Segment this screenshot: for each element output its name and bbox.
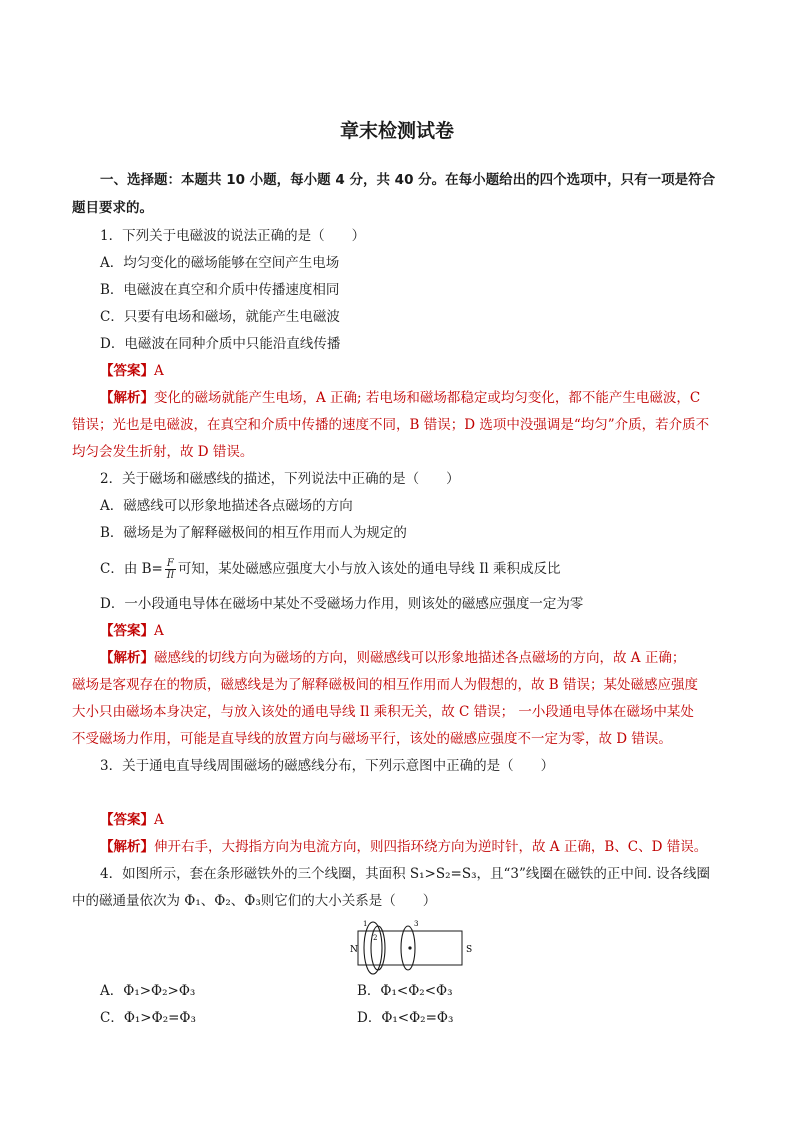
q3-answer-value: A xyxy=(154,812,164,828)
q4-option-c: C．Φ₁>Φ₂=Φ₃ xyxy=(100,1010,196,1026)
q2-explanation-line2: 磁场是客观存在的物质，磁感线是为了解释磁极间的相互作用而人为假想的，故 B 错误；某处磁感应强度 xyxy=(72,677,699,693)
pole-s-label: S xyxy=(466,945,473,955)
q2-option-a: A．磁感线可以形象地描述各点磁场的方向 xyxy=(100,498,353,514)
q1-option-d: D．电磁波在同种介质中只能沿直线传播 xyxy=(100,336,341,352)
q3-answer-tag: 【答案】 xyxy=(100,812,154,828)
q2-explanation-line3: 大小只由磁场本身决定，与放入该处的通电导线 Il 乘积无关，故 C 错误； 一小段通电导体在磁场中某处 xyxy=(72,704,694,720)
q1-explanation-line2: 错误；光也是电磁波，在真空和介质中传播的速度不同，B 错误；D 选项中没强调是“均匀”介质，若介质不 xyxy=(72,417,710,433)
q2-stem: 2．关于磁场和磁感线的描述，下列说法中正确的是（ ） xyxy=(100,471,460,487)
q2-option-b: B．磁场是为了解释磁极间的相互作用而人为规定的 xyxy=(100,525,407,541)
q2-option-c-suffix: 可知，某处磁感应强度大小与放入该处的通电导线 Il 乘积成反比 xyxy=(177,561,561,577)
q1-explanation-line3: 均匀会发生折射，故 D 错误。 xyxy=(72,444,254,460)
magnet-center-dot xyxy=(408,946,411,949)
q2-exp-tag: 【解析】 xyxy=(100,650,154,666)
q4-stem-line1: 4．如图所示，套在条形磁铁外的三个线圈，其面积 S₁>S₂=S₃，且“3”线圈在磁铁的正中间. 设各线圈 xyxy=(100,866,710,882)
q1-answer-tag: 【答案】 xyxy=(100,363,154,379)
section-instruction-line1: 一、选择题：本题共 10 小题，每小题 4 分，共 40 分。在每小题给出的四个选项中，只有一项是符合 xyxy=(100,172,716,188)
q1-exp-tag: 【解析】 xyxy=(100,390,154,406)
q2-explanation-line4: 不受磁场力作用，可能是直导线的放置方向与磁场平行，该处的磁感应强度不一定为零，故 D 错误。 xyxy=(72,731,672,747)
q1-stem: 1．下列关于电磁波的说法正确的是（ ） xyxy=(100,228,366,244)
q2-answer-tag: 【答案】 xyxy=(100,623,154,639)
pole-n-label: N xyxy=(350,945,358,955)
q3-stem: 3．关于通电直导线周围磁场的磁感线分布，下列示意图中正确的是（ ） xyxy=(100,758,555,774)
page-title: 章末检测试卷 xyxy=(339,120,454,142)
q3-answer xyxy=(100,810,724,830)
q2-answer-value: A xyxy=(154,623,164,639)
q4-option-d: D．Φ₁<Φ₂=Φ₃ xyxy=(357,1010,454,1026)
q1-option-b: B．电磁波在真空和介质中传播速度相同 xyxy=(100,282,340,298)
fraction-f-over-il xyxy=(165,558,176,581)
magnet-coils-figure xyxy=(340,918,480,978)
q2-option-d: D．一小段通电导体在磁场中某处不受磁场力作用，则该处的磁感应强度一定为零 xyxy=(100,596,584,612)
fraction-numerator: F xyxy=(166,558,174,569)
coil-1-label: 1 xyxy=(363,920,368,928)
section-instruction-line2: 题目要求的。 xyxy=(72,200,153,216)
q1-answer xyxy=(100,361,724,381)
q4-stem-line2: 中的磁通量依次为 Φ₁、Φ₂、Φ₃则它们的大小关系是（ ） xyxy=(72,893,437,909)
q4-option-a: A．Φ₁>Φ₂>Φ₃ xyxy=(100,983,196,999)
q4-option-b: B．Φ₁<Φ₂<Φ₃ xyxy=(357,983,453,999)
q3-explanation xyxy=(100,837,724,857)
q2-option-c-prefix: C．由 B= xyxy=(100,561,163,577)
q3-exp-text1: 伸开右手，大拇指方向为电流方向，则四指环绕方向为逆时针，故 A 正确，B、C、D 错误。 xyxy=(154,839,708,855)
q2-explanation-line1 xyxy=(100,648,724,668)
fraction-denominator: Il xyxy=(166,570,174,581)
q1-exp-text1: 变化的磁场就能产生电场，A 正确; 若电场和磁场都稳定或均匀变化，都不能产生电磁波，C xyxy=(154,390,701,406)
q2-answer xyxy=(100,621,724,641)
q1-option-a: A．均匀变化的磁场能够在空间产生电场 xyxy=(100,255,340,271)
coil-2-label: 2 xyxy=(373,934,378,942)
q2-option-c xyxy=(100,558,724,581)
q1-answer-value: A xyxy=(154,363,164,379)
q1-explanation-line1 xyxy=(100,388,724,408)
q2-exp-text1: 磁感线的切线方向为磁场的方向，则磁感线可以形象地描述各点磁场的方向，故 A 正确； xyxy=(154,650,686,666)
q1-option-c: C．只要有电场和磁场，就能产生电磁波 xyxy=(100,309,340,325)
coil-3-label: 3 xyxy=(414,920,419,928)
q3-exp-tag: 【解析】 xyxy=(100,839,154,855)
